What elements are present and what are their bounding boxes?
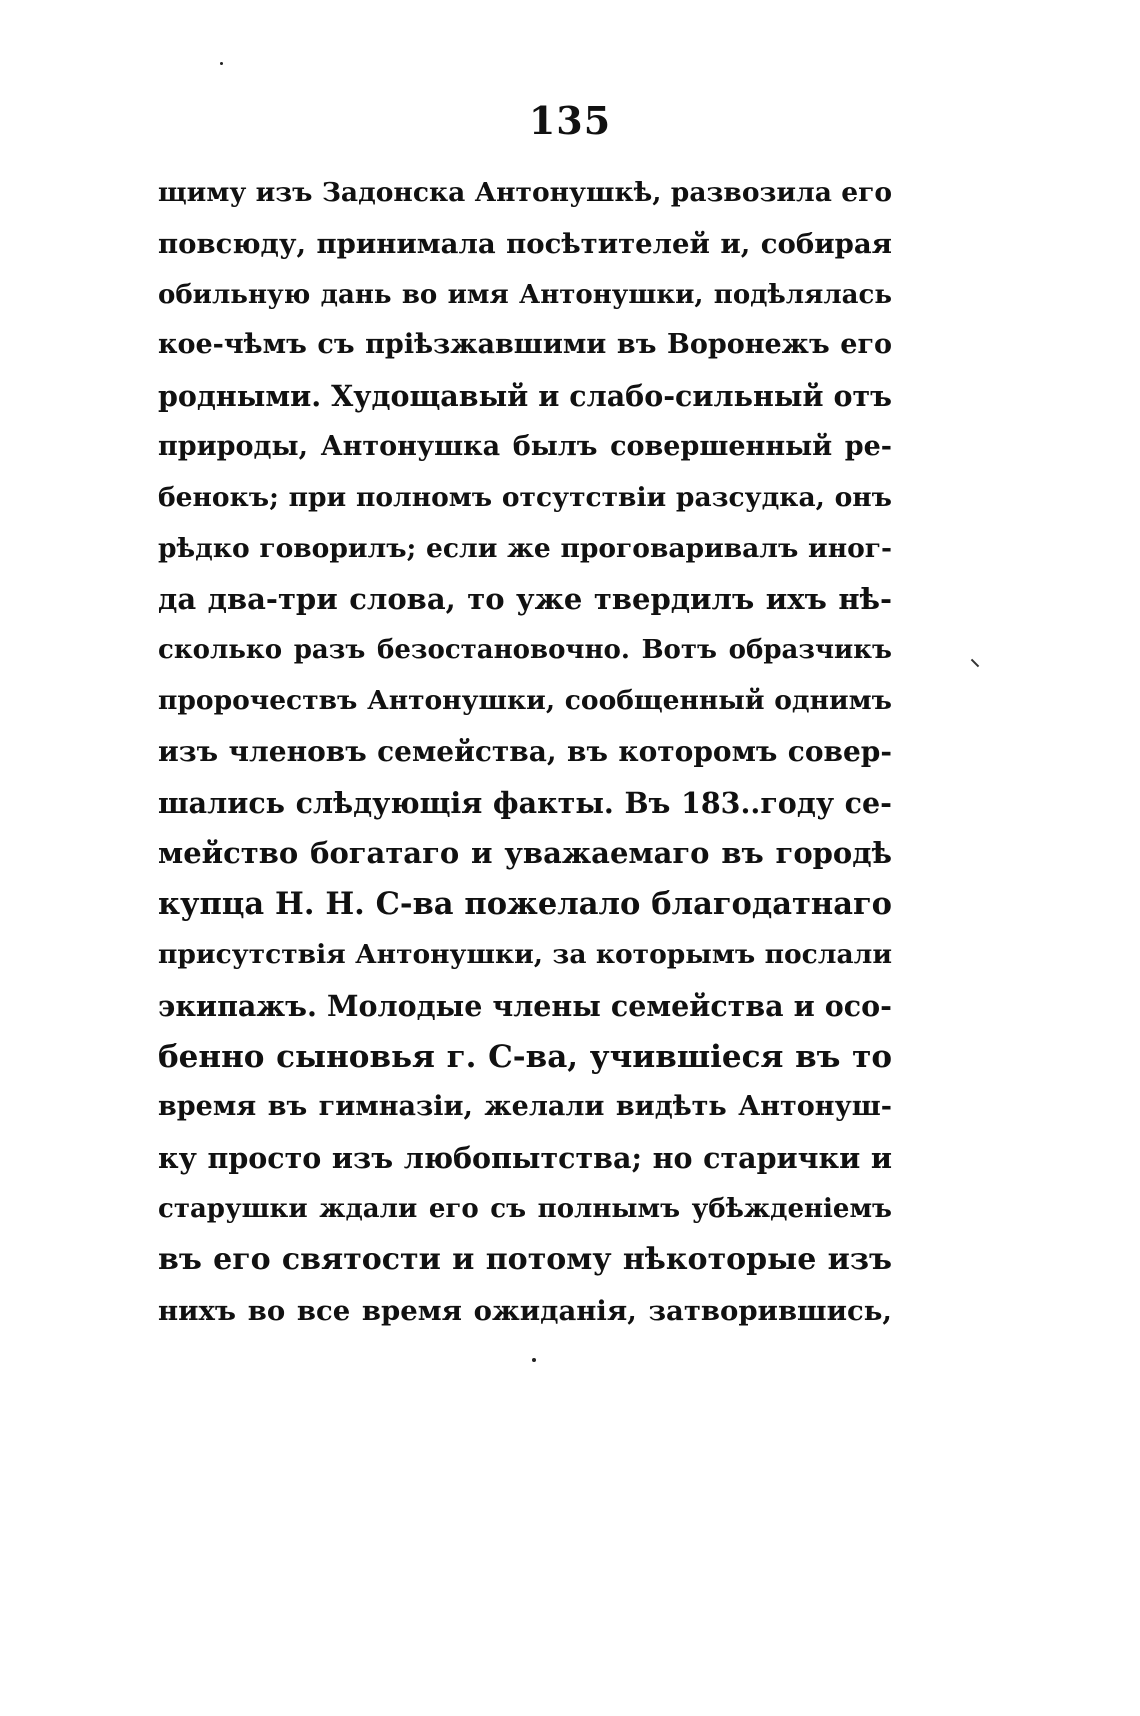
text-line: шались слѣдующія факты. Въ 183..году се- bbox=[158, 785, 892, 820]
scan-speck bbox=[532, 1358, 536, 1362]
text-line: изъ членовъ семейства, въ которомъ совер- bbox=[158, 734, 892, 768]
text-line: природы, Антонушка былъ совершенный ре- bbox=[158, 430, 892, 462]
text-line: время въ гимназіи, желали видѣть Антонуш- bbox=[158, 1091, 892, 1123]
text-line: повсюду, принимала посѣтителей и, собирая bbox=[158, 227, 892, 260]
text-line: обильную дань во имя Антонушки, подѣлялась bbox=[158, 279, 892, 310]
text-line: бенно сыновья г. С-ва, учившіеся въ то bbox=[158, 1038, 892, 1075]
text-line: мейство богатаго и уважаемаго въ городѣ bbox=[158, 836, 892, 871]
text-line: старушки ждали его съ полнымъ убѣжденіемъ bbox=[158, 1193, 892, 1224]
text-line: ку просто изъ любопытства; но старички и bbox=[158, 1141, 892, 1176]
text-line: сколько разъ безостановочно. Вотъ образчикъ bbox=[158, 635, 892, 666]
text-line: въ его святости и потому нѣкоторые изъ bbox=[158, 1241, 892, 1277]
text-line: да два-три слова, то уже твердилъ ихъ нѣ- bbox=[158, 582, 892, 617]
text-line: родными. Худощавый и слабо-сильный отъ bbox=[158, 379, 892, 414]
scan-speck bbox=[220, 62, 223, 65]
text-line: экипажъ. Молодые члены семейства и осо- bbox=[158, 988, 892, 1023]
text-line: кое-чѣмъ съ пріѣзжавшими въ Воронежъ его bbox=[158, 329, 892, 361]
text-line: бенокъ; при полномъ отсутствіи разсудка, онъ bbox=[158, 481, 892, 513]
text-line: щиму изъ Задонска Антонушкѣ, развозила его bbox=[158, 177, 892, 208]
text-line: пророчествъ Антонушки, сообщенный однимъ bbox=[158, 684, 892, 716]
page-number: 135 bbox=[528, 98, 612, 143]
scan-speck bbox=[971, 659, 979, 667]
text-line: нихъ во все время ожиданія, затворившись, bbox=[158, 1294, 892, 1327]
text-line: купца Н. Н. С-ва пожелало благодатнаго bbox=[158, 886, 892, 923]
text-line: рѣдко говорилъ; если же проговаривалъ иног- bbox=[158, 532, 892, 564]
body-text bbox=[158, 168, 892, 1336]
text-line: присутствія Антонушки, за которымъ послали bbox=[158, 938, 892, 970]
